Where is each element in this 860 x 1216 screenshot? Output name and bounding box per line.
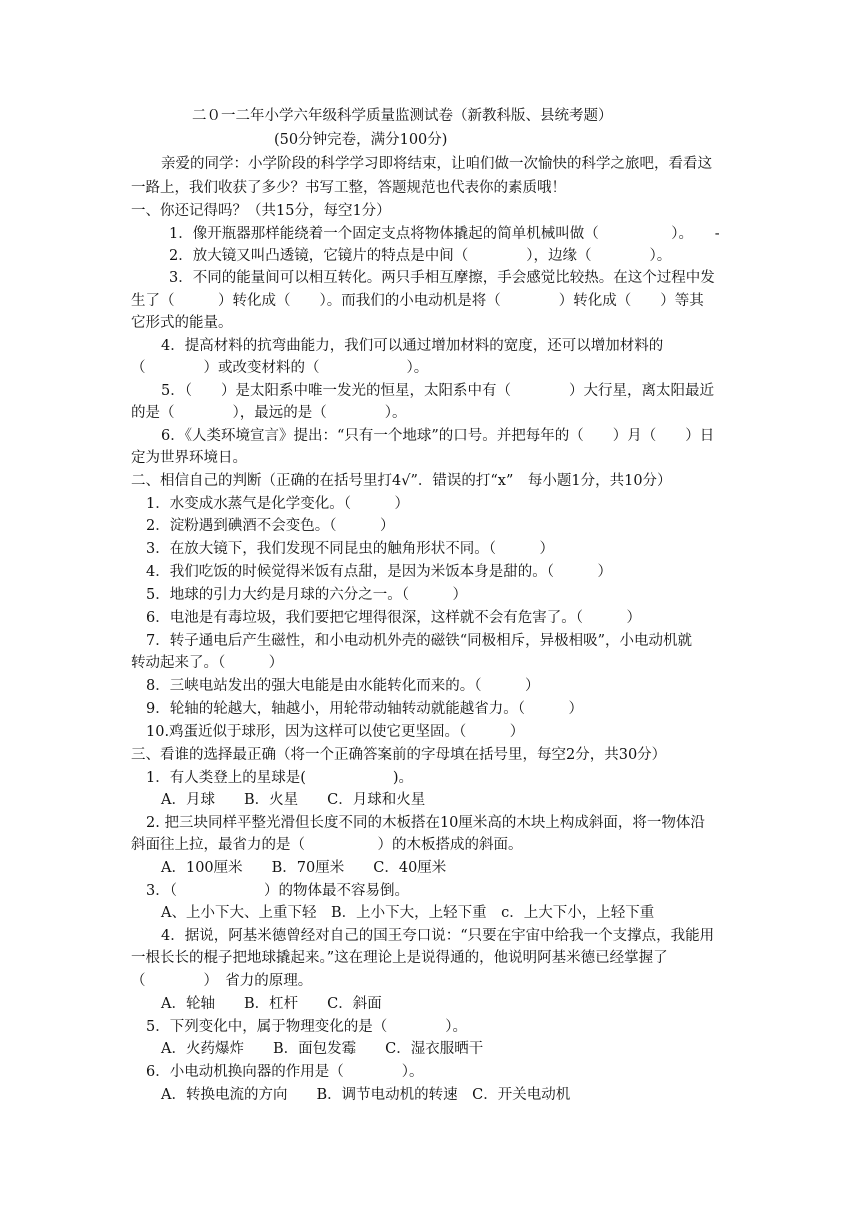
- part3-q4-line3: （ ） 省力的原理。: [131, 973, 313, 989]
- part1-q1: 1．像开瓶器那样能绕着一个固定支点将物体撬起的简单机械叫做（ ）。 -: [169, 226, 720, 242]
- exam-subtitle: (50分钟完卷，满分100分): [274, 132, 448, 148]
- part2-q5: 5．地球的引力大约是月球的六分之一。（ ）: [146, 587, 467, 603]
- part3-q4-line1: 4．据说，阿基米德曾经对自己的国王夸口说：“只要在宇宙中给我一个支撑点，我能用: [161, 928, 715, 944]
- part2-q4: 4．我们吃饭的时候觉得米饭有点甜，是因为米饭本身是甜的。（ ）: [146, 564, 612, 580]
- part1-q3-line2: 生了（ ）转化成（ ）。而我们的小电动机是将（ ）转化成（ ）等其: [131, 293, 704, 309]
- part3-q6: 6．小电动机换向器的作用是（ ）。: [146, 1064, 424, 1080]
- part3-heading: 三、看谁的选择最正确（将一个正确答案前的字母填在括号里，每空2分，共30分）: [131, 747, 667, 763]
- part3-q5-options: A．火药爆炸 B．面包发霉 C．湿衣服晒干: [161, 1041, 484, 1057]
- part2-q7-line1: 7．转子通电后产生磁性，和小电动机外壳的磁铁“同极相斥，异极相吸”，小电动机就: [146, 633, 693, 649]
- part1-q4-line1: 4．提高材料的抗弯曲能力，我们可以通过增加材料的宽度，还可以增加材料的: [161, 338, 664, 354]
- part2-heading: 二、相信自己的判断（正确的在括号里打4√”．错误的打“x” 每小题1分，共10分）: [131, 473, 672, 489]
- part1-q2: 2．放大镜又叫凸透镜，它镜片的特点是中间（ ），边缘（ ）。: [169, 248, 672, 264]
- part1-heading: 一、你还记得吗？（共15分，每空1分）: [131, 203, 391, 219]
- intro-line-2: 一路上，我们收获了多少？书写工整，答题规范也代表你的素质哦！: [131, 180, 566, 196]
- part2-q8: 8．三峡电站发出的强大电能是由水能转化而来的。（ ）: [146, 678, 540, 694]
- part3-q1: 1．有人类登上的星球是( )。: [146, 770, 414, 786]
- part3-q3: 3．（ ）的物体最不容易倒。: [146, 883, 409, 899]
- part1-q5-line2: 的是（ ），最远的是（ ）。: [131, 405, 407, 421]
- part3-q6-options: A．转换电流的方向 B．调节电动机的转速 C．开关电动机: [161, 1087, 571, 1103]
- part3-q1-options: A．月球 B．火星 C．月球和火星: [161, 792, 426, 808]
- part2-q6: 6．电池是有毒垃圾，我们要把它埋得很深，这样就不会有危害了。（ ）: [146, 610, 641, 626]
- part2-q10: 10.鸡蛋近似于球形，因为这样可以使它更坚固。（ ）: [146, 724, 525, 740]
- part1-q4-line2: （ ）或改变材料的（ ）。: [131, 360, 429, 376]
- part2-q3: 3．在放大镜下，我们发现不同昆虫的触角形状不同。（ ）: [146, 541, 554, 557]
- part1-q3-line1: 3．不同的能量间可以相互转化。两只手相互摩擦，手会感觉比较热。在这个过程中发: [169, 270, 715, 286]
- part3-q5: 5．下列变化中，属于物理变化的是（ ）。: [146, 1019, 467, 1035]
- part3-q2-line1: 2. 把三块同样平整光滑但长度不同的木板搭在10厘米高的木块上构成斜面，将一物体沿: [146, 815, 705, 831]
- part3-q2-line2: 斜面往上拉，最省力的是（ ）的木板搭成的斜面。: [131, 837, 523, 853]
- part3-q2-options: A．100厘米 B．70厘米 C．40厘米: [161, 860, 447, 876]
- part2-q7-line2: 转动起来了。（ ）: [131, 655, 284, 671]
- part1-q5-line1: 5．（ ）是太阳系中唯一发光的恒星，太阳系中有（ ）大行星，离太阳最近: [161, 383, 714, 399]
- part2-q1: 1．水变成水蒸气是化学变化。（ ）: [146, 496, 409, 512]
- part2-q9: 9．轮轴的轮越大，轴越小，用轮带动轴转动就能越省力。（ ）: [146, 701, 583, 717]
- exam-title: 二０一二年小学六年级科学质量监测试卷（新教科版、县统考题）: [192, 108, 613, 124]
- part1-q6-line2: 定为世界环境日。: [131, 450, 247, 466]
- part3-q3-options: A、上小下大、上重下轻 B．上小下大，上轻下重 c．上大下小，上轻下重: [161, 905, 655, 921]
- part1-q6-line1: 6．《人类环境宣言》提出：“只有一个地球”的口号。并把每年的（ ）月（ ）日: [161, 428, 715, 444]
- part3-q4-line2: 一根长长的棍子把地球撬起来。”这在理论上是说得通的，他说明阿基米德已经掌握了: [131, 950, 668, 966]
- part1-q3-line3: 它形式的能量。: [131, 315, 233, 331]
- part2-q2: 2．淀粉遇到碘酒不会变色。（ ）: [146, 518, 395, 534]
- intro-line-1: 亲爱的同学：小学阶段的科学学习即将结束，让咱们做一次愉快的科学之旅吧，看看这: [161, 156, 712, 172]
- part3-q4-options: A．轮轴 B．杠杆 C．斜面: [161, 996, 382, 1012]
